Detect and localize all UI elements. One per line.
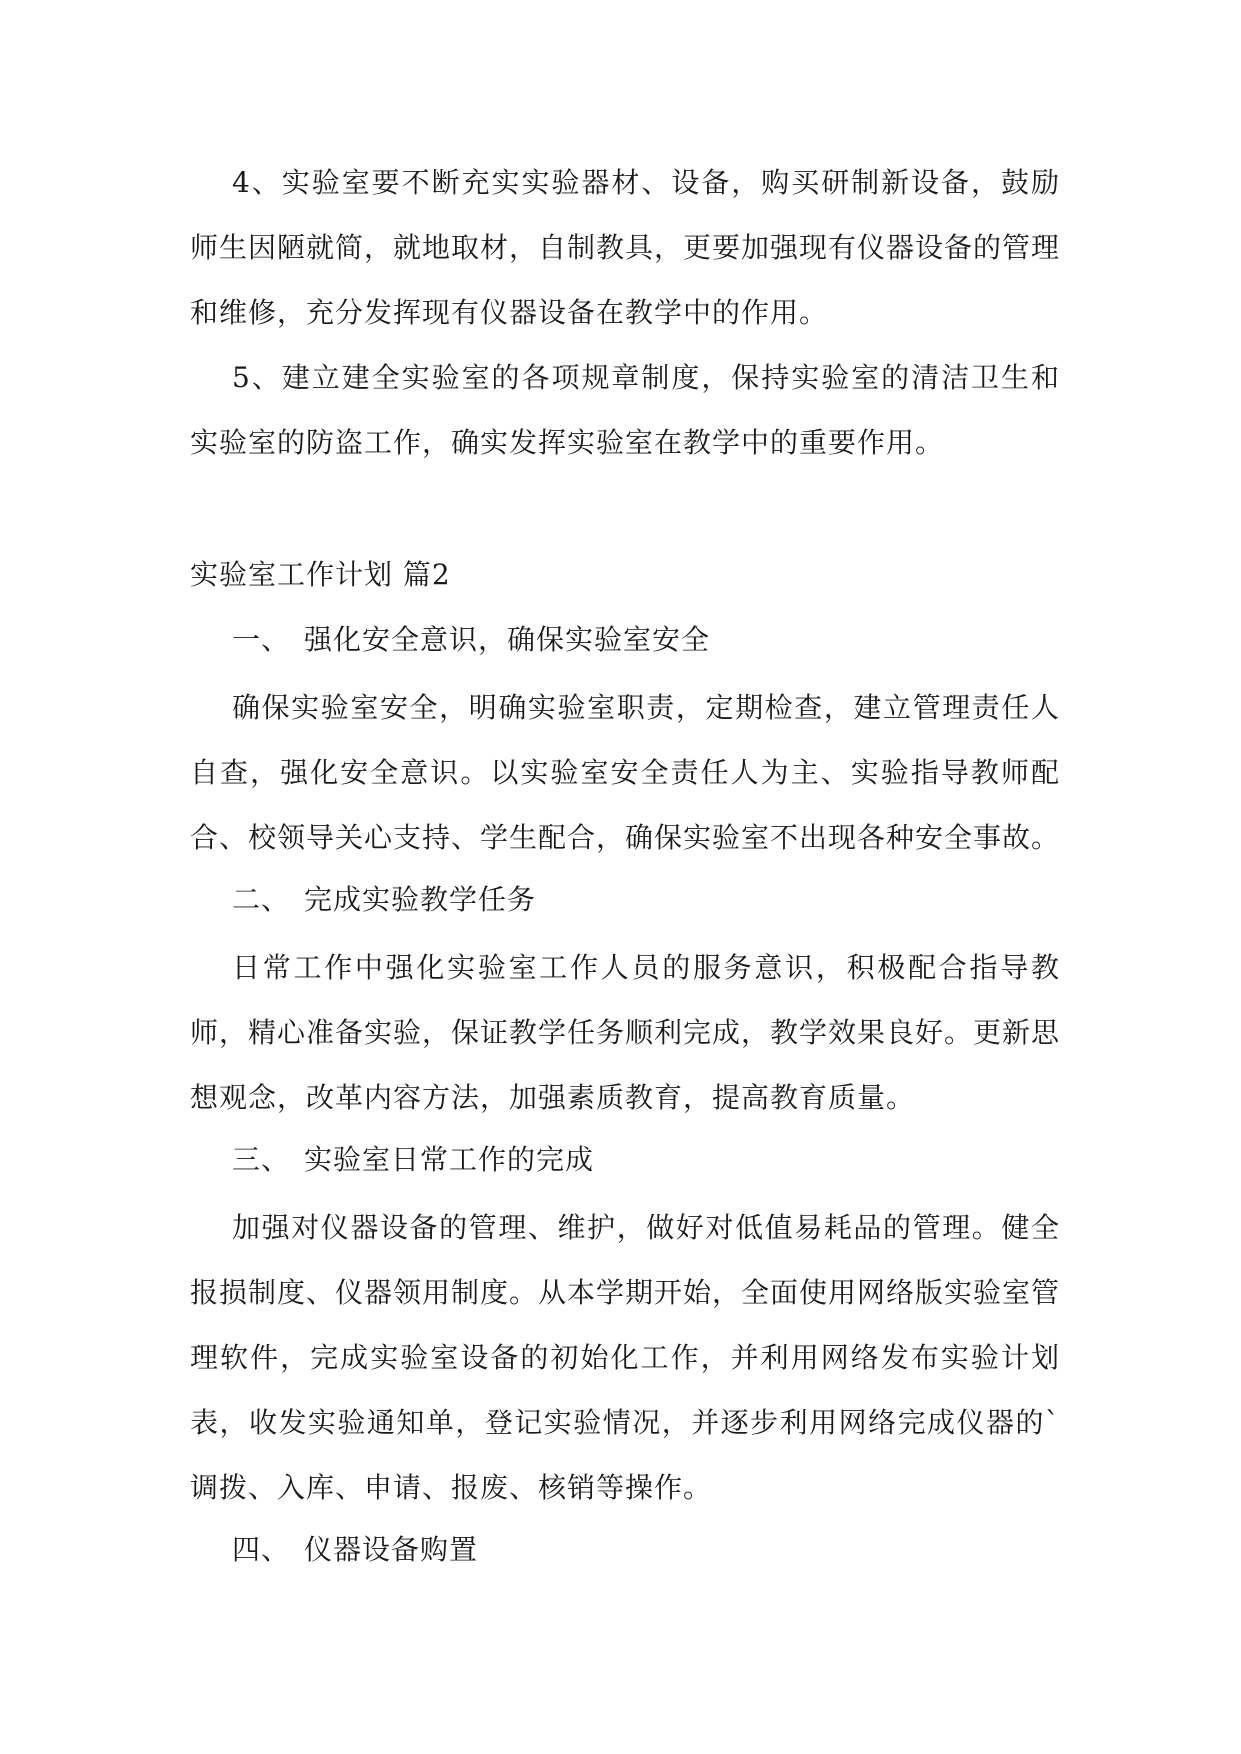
section-body-2: 日常工作中强化实验室工作人员的服务意识，积极配合指导教师，精心准备实验，保证教学任务顺利完成，教学效果良好。更新思想观念，改革内容方法，加强素质教育，提高教育质量。 [190,951,1061,1114]
section-number: 一、 [232,623,291,656]
section-heading-text: 完成实验教学任务 [304,883,537,916]
section-heading-text: 强化安全意识，确保实验室安全 [304,623,711,656]
section-title: 实验室工作计划 篇2 [190,558,451,591]
section-heading-text: 实验室日常工作的完成 [304,1143,595,1176]
paragraph-item-5: 5、建立建全实验室的各项规章制度，保持实验室的清洁卫生和实验室的防盗工作，确实发挥实验室在教学中的重要作用。 [190,361,1060,459]
section-number: 二、 [232,883,291,916]
section-body-3: 加强对仪器设备的管理、维护，做好对低值易耗品的管理。健全报损制度、仪器领用制度。从本学期开始，全面使用网络版实验室管理软件，完成实验室设备的初始化工作，并利用网络发布实验计划表，收发实验通知单，登记实验情况，并逐步利用网络完成仪器的`调拨、入库、申请、报废、核销等操作。 [190,1211,1061,1504]
section-heading-4 [232,1530,478,1570]
section-heading-1 [232,620,710,660]
section-number: 三、 [232,1143,291,1176]
section-heading-2 [232,880,536,920]
paragraph-item-4: 4、实验室要不断充实实验器材、设备，购买研制新设备，鼓励师生因陋就简，就地取材，自制教具，更要加强现有仪器设备的管理和维修，充分发挥现有仪器设备在教学中的作用。 [190,166,1061,329]
section-heading-text: 仪器设备购置 [304,1533,479,1566]
section-number: 四、 [232,1533,291,1566]
section-heading-3 [232,1140,594,1180]
section-body-1: 确保实验室安全，明确实验室职责，定期检查，建立管理责任人自查，强化安全意识。以实验室安全责任人为主、实验指导教师配合、校领导关心支持、学生配合，确保实验室不出现各种安全事故。 [190,691,1061,854]
